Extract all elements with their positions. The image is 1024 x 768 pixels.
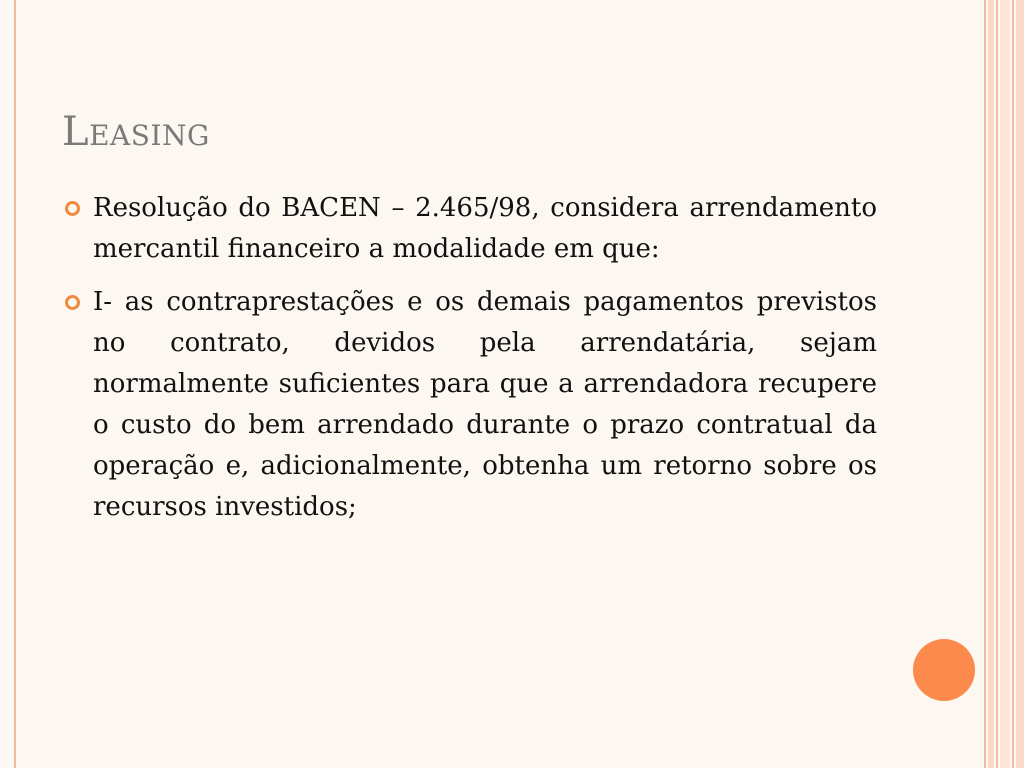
bullet-item [62,188,877,270]
left-border-line [14,0,16,768]
stripe [1016,0,1024,768]
bullet-list [62,188,877,540]
decorative-orange-circle [913,639,975,701]
hollow-circle-bullet-icon [65,295,80,310]
stripe [1012,0,1014,768]
stripe [984,0,986,768]
stripe [988,0,994,768]
bullet-text: Resolução do BACEN – 2.465/98, considera arrendamento mercantil financeiro a modalidade em que: [93,193,877,264]
stripe [996,0,998,768]
bullet-item [62,282,877,528]
slide-title: Leasing [62,109,210,155]
hollow-circle-bullet-icon [65,201,80,216]
bullet-text: I- as contraprestações e os demais pagamentos previstos no contrato, devidos pela arrendatária, sejam normalmente suficientes para que a arrendadora recupere o custo do bem arrendado durante o prazo contratual da operação e, adicionalmente, obtenha um retorno sobre os recursos investidos; [93,287,877,522]
stripe [1000,0,1010,768]
right-decorative-stripes [984,0,1024,768]
